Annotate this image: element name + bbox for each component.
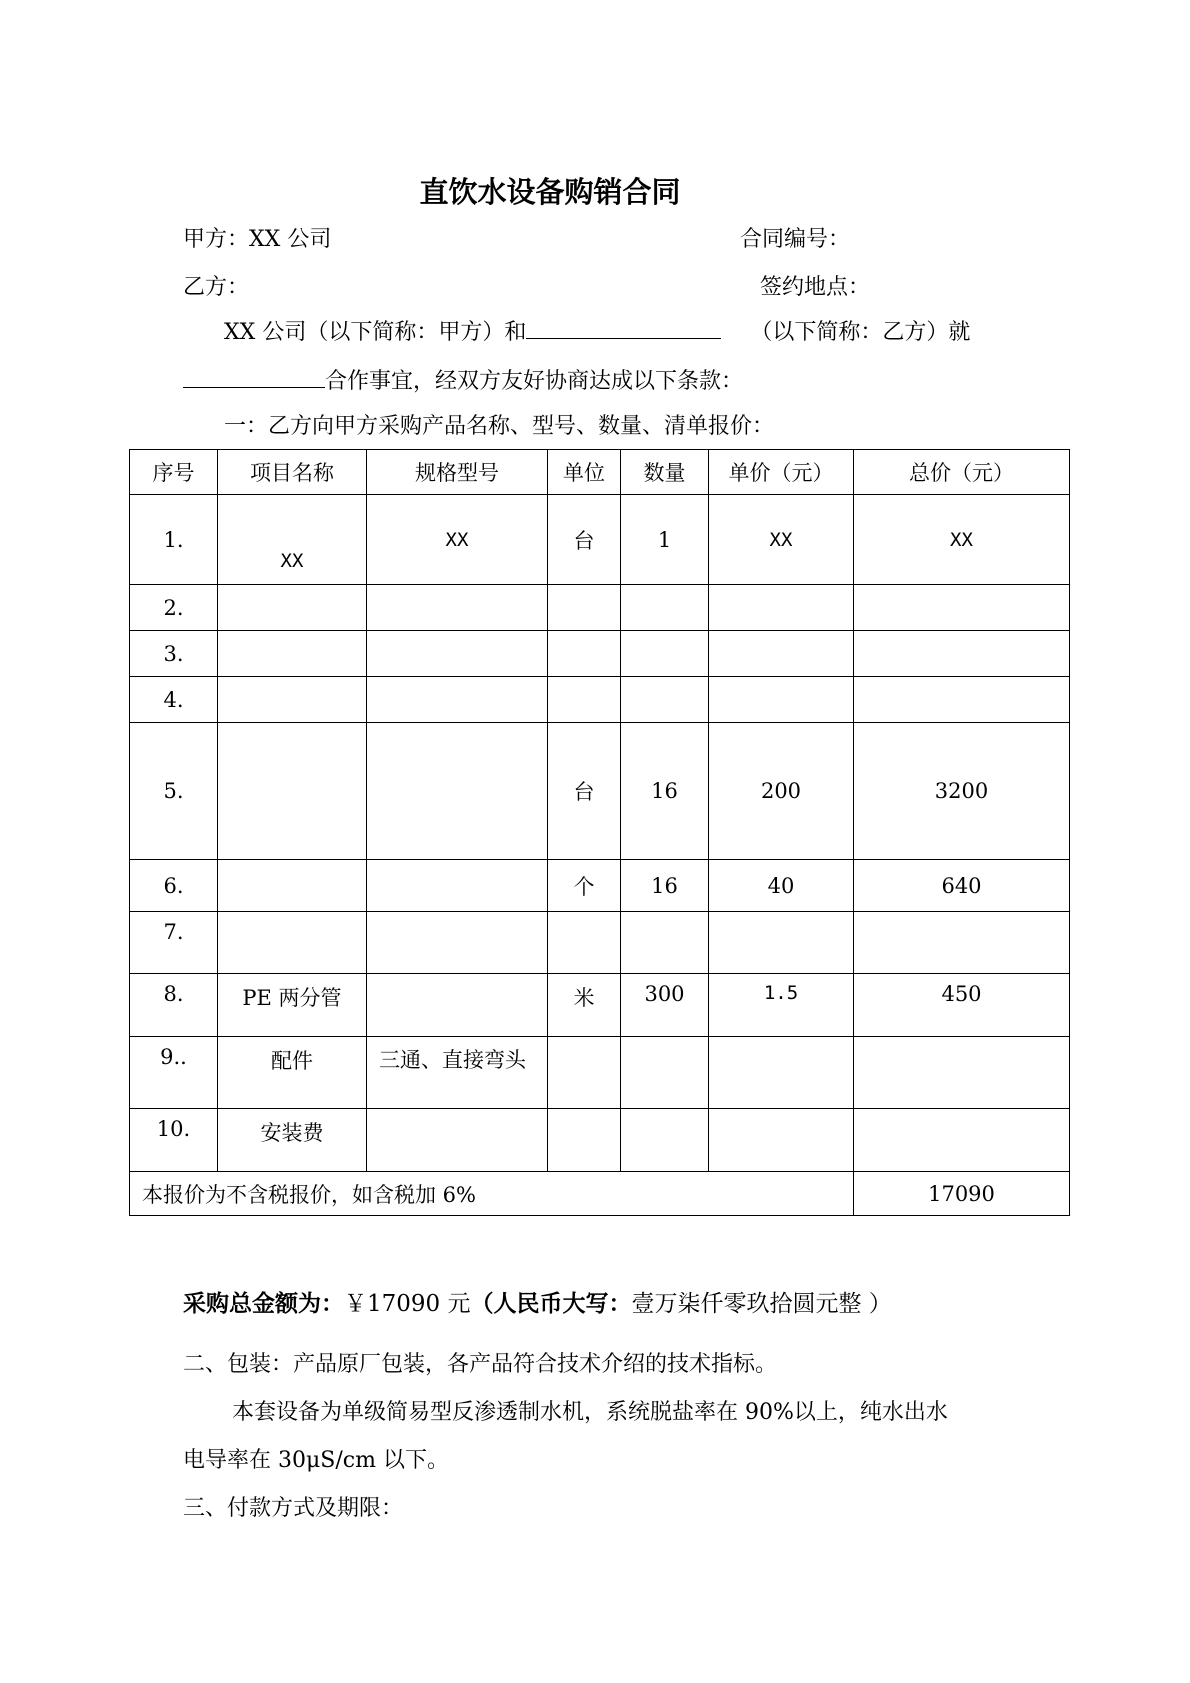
matter-blank	[183, 367, 325, 388]
intro-text: XX 公司（以下简称：甲方）和	[224, 320, 527, 345]
cell: 8.	[130, 974, 218, 1037]
party-b: 乙方：	[183, 275, 250, 300]
table-row	[130, 631, 1070, 677]
cell: 16	[621, 860, 709, 912]
cell: XX	[709, 495, 854, 585]
table-row	[130, 974, 1070, 1037]
intro-line-2	[183, 364, 743, 395]
cell	[367, 860, 548, 912]
cell: 3200	[854, 723, 1070, 860]
cell: 1.5	[709, 974, 854, 1037]
table-row	[130, 1037, 1070, 1109]
cell	[218, 912, 367, 974]
cell: 16	[621, 723, 709, 860]
cell: 安装费	[218, 1109, 367, 1172]
section-3-heading: 三、付款方式及期限：	[183, 1496, 404, 1521]
cell: 米	[548, 974, 621, 1037]
cell: 7.	[130, 912, 218, 974]
cell: 9..	[130, 1037, 218, 1109]
cell	[621, 1109, 709, 1172]
section-2-heading: 二、包装：产品原厂包装，各产品符合技术介绍的技术指标。	[183, 1352, 778, 1377]
tax-note: 本报价为不含税报价，如含税加 6%	[130, 1172, 854, 1216]
total-words: 壹万柒仟零玖拾圆元整 ）	[631, 1291, 892, 1317]
cell	[218, 723, 367, 860]
table-row	[130, 585, 1070, 631]
header-cell: 规格型号	[367, 450, 548, 495]
cell	[548, 631, 621, 677]
intro-tail: （以下简称：乙方）就	[750, 320, 971, 345]
party-b-blank	[526, 318, 721, 339]
header-cell: 项目名称	[218, 450, 367, 495]
header-cell: 总价（元）	[854, 450, 1070, 495]
cell: 三通、直接弯头	[367, 1037, 548, 1109]
cell	[621, 677, 709, 723]
section-1-heading: 一：乙方向甲方采购产品名称、型号、数量、清单报价：	[224, 414, 775, 439]
cell	[854, 677, 1070, 723]
cell	[709, 1037, 854, 1109]
table-row	[130, 495, 1070, 585]
cell	[548, 585, 621, 631]
cell: 3.	[130, 631, 218, 677]
cell	[367, 585, 548, 631]
cell	[709, 677, 854, 723]
cell	[854, 1037, 1070, 1109]
cell: 200	[709, 723, 854, 860]
cell: 300	[621, 974, 709, 1037]
cell	[709, 585, 854, 631]
price-table	[129, 449, 1070, 1216]
cell	[548, 1109, 621, 1172]
cell	[548, 677, 621, 723]
cell	[367, 723, 548, 860]
table-header-row	[130, 450, 1070, 495]
cell	[367, 974, 548, 1037]
cell: 个	[548, 860, 621, 912]
cell	[218, 631, 367, 677]
cell	[621, 585, 709, 631]
header-cell: 单价（元）	[709, 450, 854, 495]
total-label: 采购总金额为：	[183, 1290, 344, 1317]
cell: 台	[548, 495, 621, 585]
cell: 5.	[130, 723, 218, 860]
cell	[367, 677, 548, 723]
sign-place: 签约地点：	[760, 275, 871, 300]
cell	[854, 585, 1070, 631]
cell	[218, 585, 367, 631]
header-cell: 序号	[130, 450, 218, 495]
cell: 40	[709, 860, 854, 912]
header-cell: 数量	[621, 450, 709, 495]
cell: 1	[621, 495, 709, 585]
total-words-label: （人民币大写：	[470, 1290, 632, 1317]
table-row	[130, 677, 1070, 723]
paragraph-line: 本套设备为单级简易型反渗透制水机，系统脱盐率在 90%以上，纯水出水	[232, 1400, 948, 1425]
intro-text-2: 合作事宜，经双方友好协商达成以下条款：	[325, 369, 744, 394]
header-cell: 单位	[548, 450, 621, 495]
cell: 10.	[130, 1109, 218, 1172]
cell	[854, 912, 1070, 974]
table-footer-row	[130, 1172, 1070, 1216]
cell: 2.	[130, 585, 218, 631]
contract-number: 合同编号：	[740, 227, 851, 252]
cell: XX	[218, 495, 367, 585]
cell	[709, 1109, 854, 1172]
table-row	[130, 1109, 1070, 1172]
cell	[854, 1109, 1070, 1172]
cell	[218, 860, 367, 912]
cell	[709, 631, 854, 677]
cell	[621, 912, 709, 974]
cell: 6.	[130, 860, 218, 912]
cell	[621, 1037, 709, 1109]
table-row	[130, 723, 1070, 860]
cell	[367, 1109, 548, 1172]
cell: 4.	[130, 677, 218, 723]
total-amount: ￥17090 元	[344, 1291, 471, 1317]
cell: PE 两分管	[218, 974, 367, 1037]
cell: 640	[854, 860, 1070, 912]
cell	[218, 677, 367, 723]
cell	[367, 631, 548, 677]
cell	[854, 631, 1070, 677]
cell: 450	[854, 974, 1070, 1037]
grand-total-cell: 17090	[854, 1172, 1070, 1216]
cell: 1.	[130, 495, 218, 585]
cell: XX	[367, 495, 548, 585]
table-row	[130, 860, 1070, 912]
cell	[621, 631, 709, 677]
document-title: 直饮水设备购销合同	[419, 175, 681, 209]
cell	[548, 912, 621, 974]
cell	[548, 1037, 621, 1109]
cell	[367, 912, 548, 974]
cell	[709, 912, 854, 974]
intro-line-1	[224, 315, 970, 346]
cell: XX	[854, 495, 1070, 585]
total-amount-line	[183, 1285, 892, 1318]
table-row	[130, 912, 1070, 974]
party-a: 甲方：XX 公司	[183, 227, 332, 252]
cell: 台	[548, 723, 621, 860]
paragraph-line: 电导率在 30μS/cm 以下。	[183, 1448, 449, 1473]
cell: 配件	[218, 1037, 367, 1109]
